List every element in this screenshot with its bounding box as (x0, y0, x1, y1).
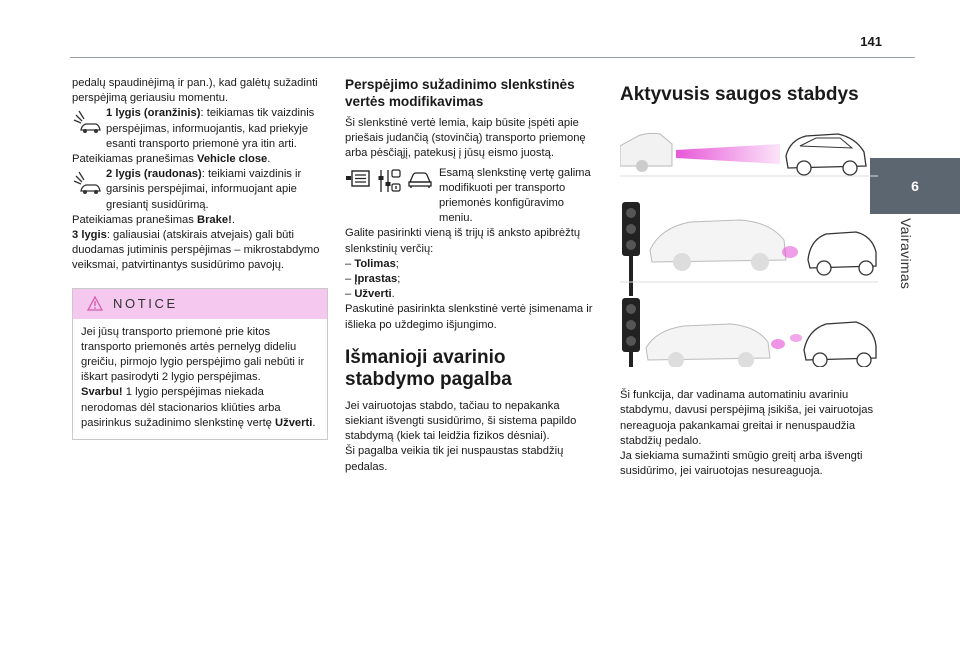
active-brake-desc: Ši funkcija, dar vadinama automatiniu avariniu stabdymu, davusi perspėjimą įsikiša, jei vairuotojas nereaguoja pakankamai greitai ir nenuspaudžia stabdžių pedalo. (620, 389, 874, 447)
notice-important: Svarbu! (81, 386, 123, 399)
notice-text: Jei jūsų transporto priemonė prie kitos transporto priemonės artės pernelyg dideliu greičiu, pirmojo lygio perspėjimo gali nebūti ir iškart pasirodyti 2 lygio perspėjimas. (81, 325, 305, 384)
column-2 (345, 76, 600, 475)
notice-close: Užverti (275, 416, 313, 429)
level1-title: 1 lygis (oranžinis) (106, 107, 201, 120)
opt3-label: Užverti (354, 288, 392, 301)
chapter-tab[interactable]: 6 (870, 158, 960, 214)
config-icons-row (345, 166, 600, 227)
menu-screen-icon (345, 168, 371, 190)
notice-box (72, 288, 328, 440)
notice-header (73, 289, 327, 319)
option-normal (345, 272, 600, 287)
level2-msg-post: . (231, 213, 235, 226)
column-3 (620, 84, 878, 479)
notice-body (73, 319, 327, 439)
header-rule (70, 57, 915, 58)
level2-msg: Brake! (196, 213, 232, 226)
level1-msg: Vehicle close (196, 153, 268, 166)
warning-triangle-icon (87, 296, 103, 311)
level1-msg-post: . (267, 153, 271, 166)
column-1 (72, 76, 328, 440)
smart-brake-desc: Jei vairuotojas stabdo, tačiau to nepakanka siekiant išvengti susidūrimo, ši sistema papildo stabdymą (kiek tai leidžia fizikos dėsniai). (345, 399, 577, 443)
settings-sliders-icon (377, 168, 401, 194)
level2-text: : teikiami vaizdinis ir garsinis perspėjimai, informuojant apie gresiantį susidūrimą. (106, 168, 302, 211)
active-brake-heading: Aktyvusis saugos stabdys (620, 84, 859, 105)
scene-braking (622, 298, 876, 367)
threshold-desc: Ši slenkstinė vertė lemia, kaip būsite įspėti apie priešais judančią (stovinčią) transporto priemonę arba pėsčiąjį, patekusį į jūsų eismo juostą. (345, 117, 586, 160)
intro-text: pedalų spaudinėjimą ir pan.), kad galėtų sužadinti perspėjimą geriausiu momentu. (72, 77, 318, 105)
level3-title: 3 lygis (72, 229, 107, 242)
level1-text: : teikiamas tik vaizdinis perspėjimas, informuojantis, kad priekyje esanti transporto priemonė yra itin arti. (106, 107, 315, 150)
active-brake-illustration (620, 122, 878, 367)
level2-block (72, 167, 328, 213)
opt3-dash: – (345, 288, 355, 301)
opt2-dash: – (345, 273, 355, 286)
collision-warning-icon (72, 109, 102, 135)
choose-text: Galite pasirinkti vieną iš trijų iš anksto apibrėžtų slenkstinių verčių: (345, 227, 581, 255)
scene-follow (620, 133, 878, 176)
opt1-sep: ; (395, 257, 399, 270)
collision-alert-icon (72, 170, 102, 196)
threshold-heading: Perspėjimo sužadinimo slenkstinės vertės modifikavimas (345, 77, 575, 109)
opt3-end: . (391, 288, 395, 301)
scene-warning (620, 202, 878, 296)
smart-brake-note: Ši pagalba veikia tik jei nuspaustas stabdžių pedalas. (345, 445, 564, 473)
modify-text: Esamą slenkstinę vertę galima modifikuoti per transporto priemonės konfigūravimo meniu. (439, 166, 591, 225)
opt1-dash: – (345, 257, 355, 270)
active-brake-note: Ja siekiama sumažinti smūgio greitį arba išvengti susidūrimo, jei vairuotojas nesureaguoja. (620, 450, 863, 478)
option-far (345, 257, 600, 272)
level2-msg-pre: Pateikiamas pranešimas (72, 213, 197, 226)
level1-msg-pre: Pateikiamas pranešimas (72, 153, 197, 166)
level1-block (72, 106, 328, 152)
opt2-sep: ; (397, 273, 401, 286)
chapter-title: Vairavimas (898, 218, 914, 290)
memory-text: Paskutinė pasirinkta slenkstinė vertė įsimenama ir išlieka po uždegimo išjungimo. (345, 303, 593, 331)
page-number: 141 (860, 34, 882, 49)
opt1-label: Tolimas (354, 257, 396, 270)
notice-text-2: 1 lygio perspėjimas niekada nerodomas dėl stacionarios kliūties arba pasirinkus sužadinimo slenkstinę vertę (81, 386, 281, 429)
notice-title: NOTICE (113, 296, 178, 312)
opt2-label: Įprastas (354, 273, 398, 286)
level3-text: : galiausiai (atskirais atvejais) gali būti duodamas jutiminis perspėjimas – mikrostabdymo veiksmai, patvirtinantys susidūrimo pavojų. (72, 229, 320, 272)
smart-brake-heading: Išmanioji avarinio stabdymo pagalba (345, 346, 512, 390)
option-close (345, 287, 600, 302)
notice-end: . (312, 416, 316, 429)
car-icon (407, 168, 433, 190)
level2-title: 2 lygis (raudonas) (106, 168, 202, 181)
